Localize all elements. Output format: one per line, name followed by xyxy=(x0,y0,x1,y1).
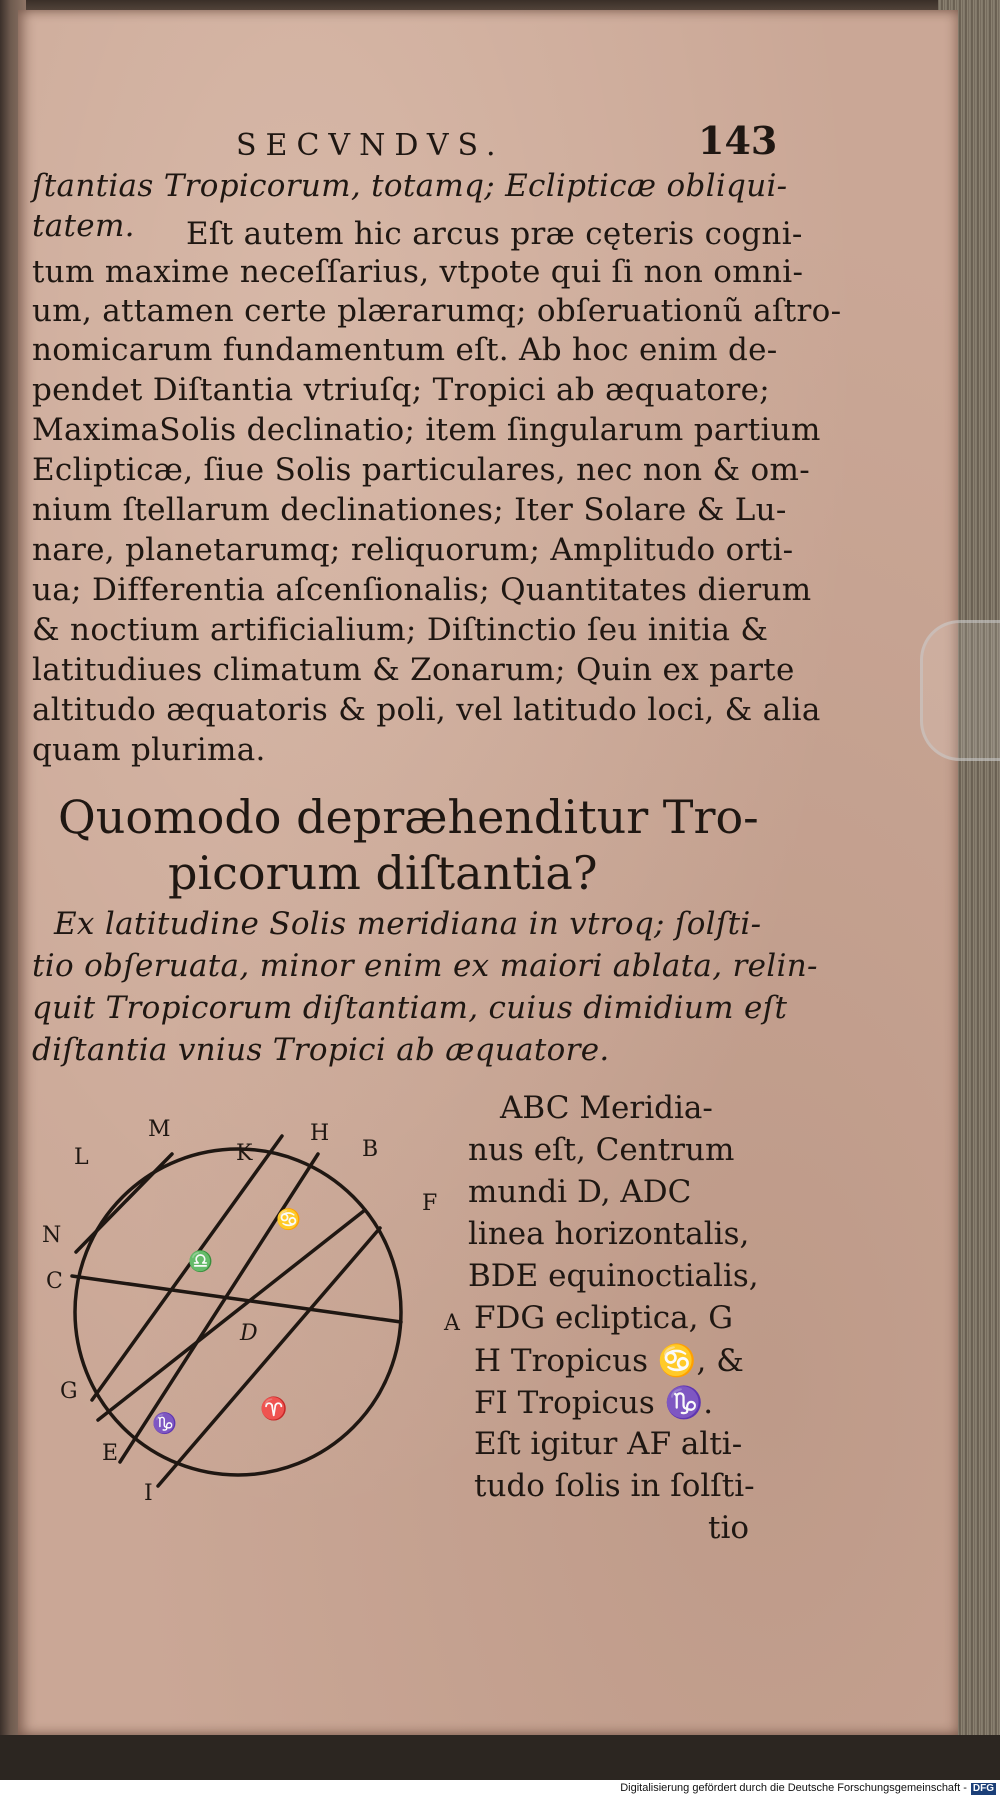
caption-line: Eſt igitur AF alti- xyxy=(474,1426,743,1462)
text-line: latitudiues climatum & Zonarum; Quin ex parte xyxy=(32,652,795,688)
footer-text: Digitalisierung gefördert durch die Deutsche Forschungsgemeinschaft - xyxy=(620,1782,967,1794)
label-D: D xyxy=(240,1321,258,1346)
label-H: H xyxy=(310,1121,330,1146)
book-page xyxy=(18,10,958,1735)
label-C: C xyxy=(46,1269,63,1294)
sign-capricorn: ♑ xyxy=(152,1411,177,1435)
caption-line: tudo ſolis in ſolſti- xyxy=(474,1468,755,1504)
text-line: MaximaSolis declinatio; item ſingularum partium xyxy=(32,412,821,448)
text-line: nomicarum fundamentum eſt. Ab hoc enim de- xyxy=(32,332,778,368)
answer-line: Ex latitudine Solis meridiana in vtroq; ſolſti- xyxy=(54,906,762,942)
text-line: nium ſtellarum declinationes; Iter Solare & Lu- xyxy=(32,492,787,528)
text-line: pendet Diſtantia vtriuſq; Tropici ab æquatore; xyxy=(32,372,770,408)
text-line: Eclipticæ, ſiue Solis particulares, nec non & om- xyxy=(32,452,810,488)
label-I: I xyxy=(144,1481,153,1506)
caption-line: tio xyxy=(708,1510,750,1546)
scan-bottom-band xyxy=(0,1735,1000,1780)
caption-line: ABC Meridia- xyxy=(500,1090,713,1126)
meridian-diagram xyxy=(40,1100,470,1510)
label-G: G xyxy=(60,1379,78,1404)
sign-libra: ♎ xyxy=(188,1249,213,1273)
label-L: L xyxy=(74,1145,89,1170)
label-K: K xyxy=(236,1141,253,1166)
text-line: altitudo æquatoris & poli, vel latitudo loci, & alia xyxy=(32,692,821,728)
caption-line: nus eſt, Centrum xyxy=(468,1132,735,1168)
text-line: Eſt autem hic arcus præ cęteris cogni- xyxy=(186,216,803,252)
label-N: N xyxy=(42,1223,62,1248)
dfg-logo: DFG xyxy=(972,1783,994,1794)
heading-line: picorum diſtantia? xyxy=(168,846,598,900)
label-B: B xyxy=(362,1137,379,1162)
text-line: tatem. xyxy=(32,208,135,244)
heading-line: Quomodo depræhenditur Tro- xyxy=(58,790,759,844)
answer-line: quit Tropicorum diſtantiam, cuius dimidium eſt xyxy=(32,990,788,1026)
caption-line: H Tropicus ♋, & xyxy=(474,1343,744,1379)
text-line: quam plurima. xyxy=(32,732,266,768)
page-number: 143 xyxy=(698,118,778,163)
label-F: F xyxy=(422,1191,438,1216)
digitization-footer xyxy=(0,1780,1000,1796)
text-line: ua; Differentia aſcenſionalis; Quantitates dierum xyxy=(32,572,812,608)
label-E: E xyxy=(102,1441,119,1466)
text-line: ſtantias Tropicorum, totamq; Eclipticæ obliqui- xyxy=(32,168,788,204)
text-line: nare, planetarumq; reliquorum; Amplitudo orti- xyxy=(32,532,794,568)
caption-line: FDG ecliptica, G xyxy=(474,1300,734,1336)
page-clip xyxy=(920,620,1000,761)
answer-line: tio obſeruata, minor enim ex maiori ablata, relin- xyxy=(32,948,818,984)
text-line: um, attamen certe plærarumq; obſeruationũ aſtro- xyxy=(32,293,842,329)
ecliptic-line xyxy=(98,1210,365,1420)
sign-cancer: ♋ xyxy=(276,1207,301,1231)
caption-line: linea horizontalis, xyxy=(468,1216,750,1252)
text-line: & noctium artificialium; Diſtinctio ſeu initia & xyxy=(32,612,769,648)
caption-line: BDE equinoctialis, xyxy=(468,1258,759,1294)
text-line: tum maxime neceſſarius, vtpote qui ſi non omni- xyxy=(32,254,804,290)
caption-line: FI Tropicus ♑. xyxy=(474,1385,714,1421)
axis-line xyxy=(76,1154,172,1252)
caption-line: mundi D, ADC xyxy=(468,1174,692,1210)
label-A: A xyxy=(444,1311,460,1336)
sign-aries: ♈ xyxy=(260,1397,288,1422)
label-M: M xyxy=(148,1117,171,1142)
answer-line: diſtantia vnius Tropici ab æquatore. xyxy=(32,1032,610,1068)
running-head: SECVNDVS. xyxy=(236,128,505,163)
